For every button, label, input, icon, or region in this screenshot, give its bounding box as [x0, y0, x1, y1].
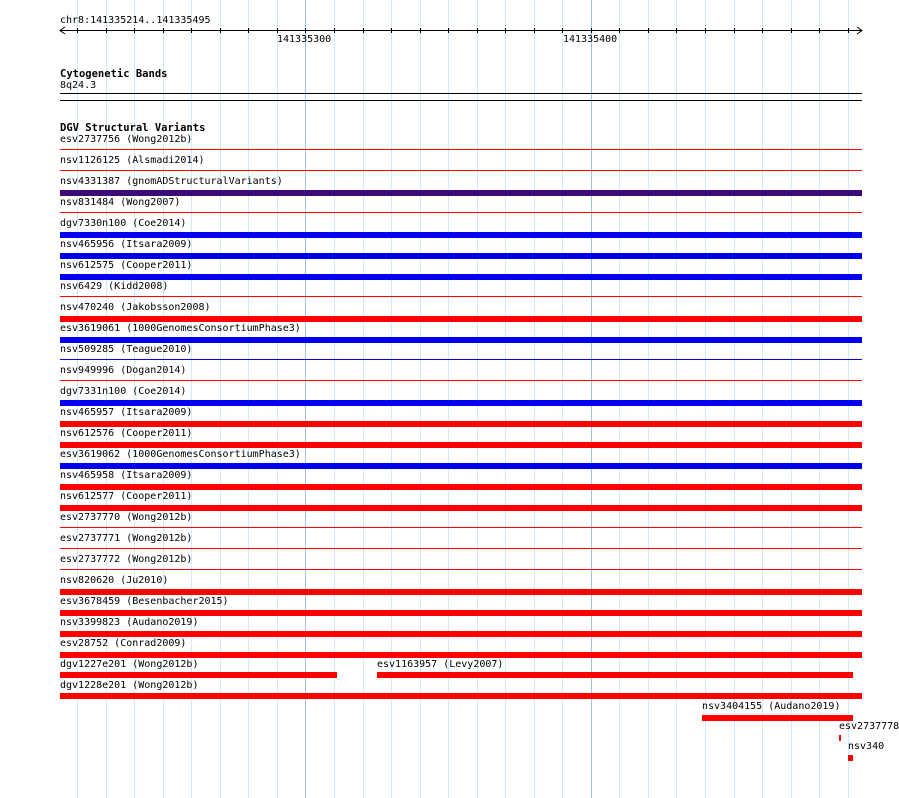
feature-bar[interactable]: [60, 548, 862, 549]
feature-label: dgv7330n100 (Coe2014): [60, 218, 187, 229]
feature-label: esv28752 (Conrad2009): [60, 638, 187, 649]
feature-bar[interactable]: [60, 359, 862, 360]
region-label: chr8:141335214..141335495: [60, 15, 211, 26]
feature-bar[interactable]: [60, 610, 862, 616]
track-divider: [60, 100, 862, 101]
feature-label: nsv3404155 (Audano2019): [702, 701, 841, 712]
feature-bar[interactable]: [60, 316, 862, 322]
feature-bar[interactable]: [60, 421, 862, 427]
feature-bar[interactable]: [839, 735, 841, 741]
feature-label: esv1163957 (Levy2007): [377, 659, 504, 670]
feature-label: nsv612577 (Cooper2011): [60, 491, 193, 502]
feature-bar[interactable]: [60, 652, 862, 658]
feature-bar[interactable]: [60, 274, 862, 280]
feature-label: dgv7331n100 (Coe2014): [60, 386, 187, 397]
feature-bar[interactable]: [60, 527, 862, 528]
feature-label: nsv820620 (Ju2010): [60, 575, 169, 586]
feature-bar[interactable]: [60, 149, 862, 150]
feature-label: nsv612575 (Cooper2011): [60, 260, 193, 271]
feature-bar[interactable]: [60, 589, 862, 595]
feature-label: dgv1228e201 (Wong2012b): [60, 680, 199, 691]
feature-label: nsv612576 (Cooper2011): [60, 428, 193, 439]
feature-label: nsv509285 (Teague2010): [60, 344, 193, 355]
feature-bar[interactable]: [60, 232, 862, 238]
feature-label: nsv465956 (Itsara2009): [60, 239, 193, 250]
dgv-track-title: DGV Structural Variants: [60, 122, 206, 134]
feature-bar[interactable]: [60, 296, 862, 297]
feature-label: esv2737778: [839, 721, 899, 732]
feature-bar[interactable]: [60, 337, 862, 343]
feature-label: nsv470240 (Jakobsson2008): [60, 302, 211, 313]
cytoband-label: 8q24.3: [60, 80, 97, 91]
feature-label: esv2737771 (Wong2012b): [60, 533, 193, 544]
cytoband-track-title: Cytogenetic Bands: [60, 68, 168, 80]
feature-label: nsv465957 (Itsara2009): [60, 407, 193, 418]
feature-bar[interactable]: [60, 190, 862, 196]
feature-bar[interactable]: [60, 693, 862, 699]
coordinate-ruler[interactable]: [0, 0, 890, 50]
feature-label: nsv3399823 (Audano2019): [60, 617, 199, 628]
feature-label: esv2737756 (Wong2012b): [60, 134, 193, 145]
feature-bar[interactable]: [60, 253, 862, 259]
feature-bar[interactable]: [60, 505, 862, 511]
feature-label: nsv340: [848, 741, 885, 752]
feature-bar[interactable]: [60, 380, 862, 381]
feature-bar[interactable]: [848, 755, 853, 761]
feature-bar[interactable]: [60, 672, 337, 678]
feature-bar[interactable]: [60, 569, 862, 570]
feature-bar[interactable]: [60, 212, 862, 213]
feature-bar[interactable]: [60, 631, 862, 637]
feature-label: nsv4331387 (gnomADStructuralVariants): [60, 176, 283, 187]
feature-label: nsv1126125 (Alsmadi2014): [60, 155, 205, 166]
feature-bar[interactable]: [702, 715, 853, 721]
feature-label: nsv465958 (Itsara2009): [60, 470, 193, 481]
feature-label: esv2737770 (Wong2012b): [60, 512, 193, 523]
feature-bar[interactable]: [60, 484, 862, 490]
feature-bar[interactable]: [60, 170, 862, 171]
ruler-tick-label: 141335400: [563, 34, 618, 45]
feature-bar[interactable]: [377, 672, 853, 678]
feature-bar[interactable]: [60, 463, 862, 469]
feature-label: nsv949996 (Dogan2014): [60, 365, 187, 376]
feature-label: nsv6429 (Kidd2008): [60, 281, 169, 292]
cytoband-bar[interactable]: [60, 93, 862, 94]
ruler-tick-label: 141335300: [277, 34, 332, 45]
feature-label: esv3619061 (1000GenomesConsortiumPhase3): [60, 323, 301, 334]
feature-label: esv3619062 (1000GenomesConsortiumPhase3): [60, 449, 301, 460]
feature-bar[interactable]: [60, 400, 862, 406]
feature-label: esv2737772 (Wong2012b): [60, 554, 193, 565]
feature-label: esv3678459 (Besenbacher2015): [60, 596, 229, 607]
feature-bar[interactable]: [60, 442, 862, 448]
feature-label: dgv1227e201 (Wong2012b): [60, 659, 199, 670]
feature-label: nsv831484 (Wong2007): [60, 197, 181, 208]
